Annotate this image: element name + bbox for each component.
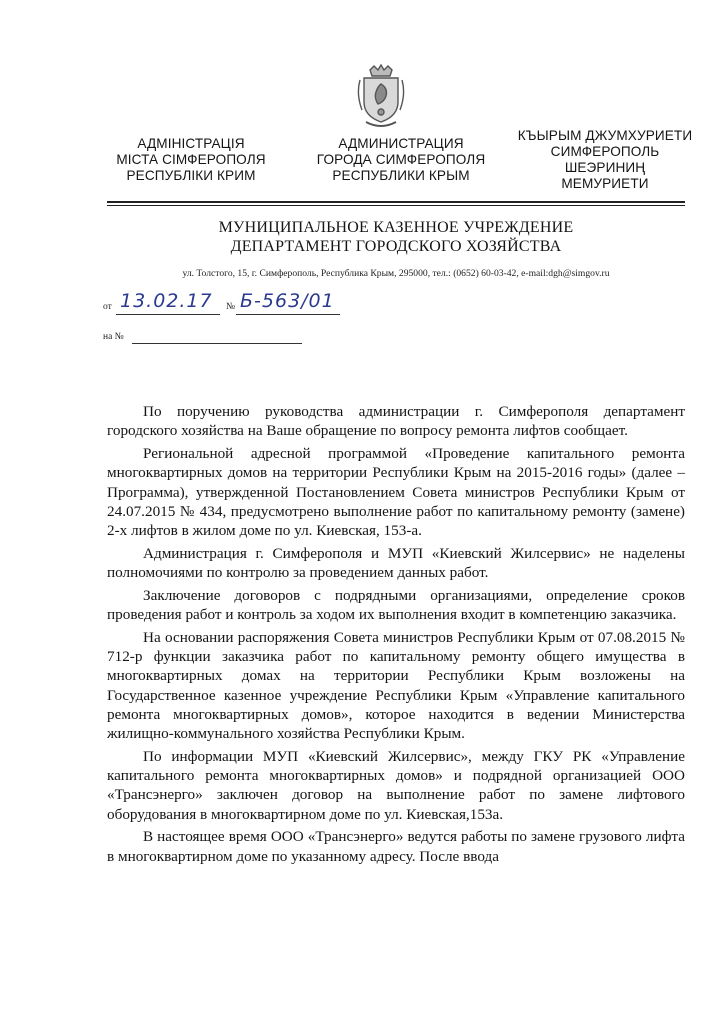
header-ukrainian-line: РЕСПУБЛІКИ КРИМ [126, 168, 256, 183]
ref-number-label: № [226, 302, 236, 312]
header-ukrainian-line: МІСТА СІМФЕРОПОЛЯ [116, 152, 266, 167]
organization-title-line2: ДЕПАРТАМЕНТ ГОРОДСКОГО ХОЗЯЙСТВА [230, 238, 562, 255]
header-russian-line: РЕСПУБЛИКИ КРЫМ [332, 168, 470, 183]
header-ukrainian-line: АДМІНІСТРАЦІЯ [137, 136, 245, 151]
header-russian-line: АДМИНИСТРАЦИЯ [338, 136, 464, 151]
header-divider [107, 201, 685, 203]
header-crimean-tatar [485, 128, 724, 192]
body-paragraph: Заключение договоров с подрядными организациями, определение сроков проведения работ и контроль за ходом их выполнения входит в компетенцию заказчика. [107, 586, 685, 624]
ref-incoming-label: на № [103, 332, 124, 342]
ref-date-handwritten: 13.02.17 [120, 290, 213, 312]
header-ukrainian [76, 136, 306, 184]
ref-number-underline [236, 314, 340, 315]
coat-of-arms-icon [356, 64, 406, 130]
body-paragraph: На основании распоряжения Совета министров Республики Крым от 07.08.2015 № 712-р функции заказчика работ по капитальному ремонту общего имущества в многоквартирных домах на территории Республики Крым возложены на Государственное казенное учреждение Республики Крым «Управление капитального ремонта многоквартирных домов», которое находится в ведении Министерства жилищно-коммунального хозяйства Республики Крым. [107, 628, 685, 742]
body-paragraph: Региональной адресной программой «Проведение капитального ремонта многоквартирных домов на территории Республики Крым на 2015-2016 годы» (далее – Программа), утвержденной Постановлением Совета министров Республики Крым от 24.07.2015 № 434, предусмотрено выполнение работ по капитальному ремонту (замене) 2-х лифтов в жилом доме по ул. Киевская, 153-а. [107, 445, 685, 539]
body-paragraph: По информации МУП «Киевский Жилсервис», между ГКУ РК «Управление капитального ремонта многоквартирных домов» и подрядной организацией ООО «Трансэнерго» заключен договор на выполнение работ по замене лифтового оборудования в многоквартирном доме по ул. Киевская,153а. [107, 747, 685, 823]
body-paragraph: По поручению руководства администрации г. Симферополя департамент городского хозяйства на Ваше обращение по вопросу ремонта лифтов сообщает. [107, 403, 685, 440]
header-crimean-tatar-line: КЪЫРЫМ ДЖУМХУРИЕТИ [517, 128, 693, 143]
ref-number-handwritten: Б-563/01 [240, 290, 335, 312]
header-divider-thin [107, 205, 685, 206]
ref-date-underline [116, 314, 220, 315]
header-russian-line: ГОРОДА СИМФЕРОПОЛЯ [316, 152, 486, 167]
header-russian [286, 136, 516, 184]
ref-incoming-underline [132, 343, 302, 344]
ref-from-label: от [103, 302, 112, 312]
organization-title-line1: МУНИЦИПАЛЬНОЕ КАЗЕННОЕ УЧРЕЖДЕНИЕ [218, 219, 574, 236]
body-paragraph: В настоящее время ООО «Трансэнерго» ведутся работы по замене грузового лифта в многоквартирном доме по указанному адресу. После ввода [107, 828, 685, 865]
header-crimean-tatar-line: СИМФЕРОПОЛЬ [550, 144, 660, 159]
header-crimean-tatar-line: МЕМУРИЕТИ [561, 176, 649, 191]
letter-body [107, 402, 685, 869]
header-crimean-tatar-line: ШЕЭРИНИҢ [564, 160, 646, 175]
body-paragraph: Администрация г. Симферополя и МУП «Киевский Жилсервис» не наделены полномочиями по контролю за проведением данных работ. [107, 544, 685, 581]
organization-address: ул. Толстого, 15, г. Симферополь, Республика Крым, 295000, тел.: (0652) 60-03-42, e-mail:dgh@simgov.ru [182, 268, 610, 279]
